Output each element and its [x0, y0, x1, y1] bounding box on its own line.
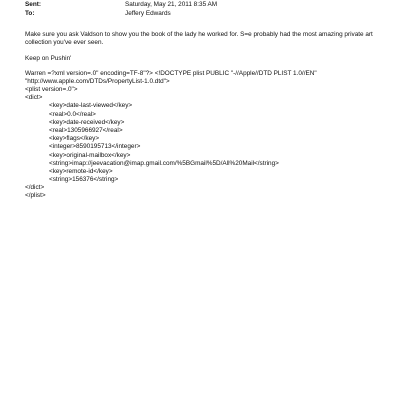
xml-line: </dict> — [25, 184, 45, 192]
xml-line: <real>0.0</real> — [49, 110, 96, 118]
sent-label: Sent: — [25, 0, 41, 8]
xml-line: <string>imap://jeevacation@imap.gmail.com/%5BGmail%5D/All%20Mail</string> — [49, 159, 279, 167]
xml-line: <key>flags</key> — [49, 135, 100, 143]
xml-line: <key>date-received</key> — [49, 118, 125, 126]
xml-line: <integer>8590195713</integer> — [49, 143, 141, 151]
body-paragraph-1: Make sure you ask Valdson to show you the book of the lady he worked for. S=e probably had the most amazing private art collection you've ever seen. — [25, 31, 373, 46]
xml-line: <real>1305966927</real> — [49, 126, 123, 134]
body-paragraph-2: Keep on Pushin' — [25, 54, 72, 62]
xml-line: </plist> — [25, 192, 46, 200]
email-body — [25, 31, 385, 201]
xml-line: <key>date-last-viewed</key> — [49, 102, 133, 110]
xml-block — [25, 86, 385, 201]
to-row — [25, 9, 385, 18]
xml-line: <plist version=.0"> — [25, 86, 78, 93]
xml-intro: Warren =?xml version=.0" encoding=TF-8"?> <!DOCTYPE plist PUBLIC "-//Apple//DTD PLIST 1.0//EN" "http://www.apple.com/DTDs/PropertyList-1.0.dtd"> — [25, 70, 317, 85]
sent-row — [25, 0, 385, 9]
xml-line: <dict> — [25, 94, 43, 102]
xml-line: <key>remote-id</key> — [49, 167, 113, 175]
to-label: To: — [25, 9, 35, 17]
email-header — [25, 0, 385, 18]
xml-line: <key>original-mailbox</key> — [49, 151, 131, 159]
to-value: Jeffery Edwards — [125, 9, 171, 17]
sent-value: Saturday, May 21, 2011 8:35 AM — [125, 0, 218, 8]
xml-line: <string>156376</string> — [49, 176, 119, 184]
